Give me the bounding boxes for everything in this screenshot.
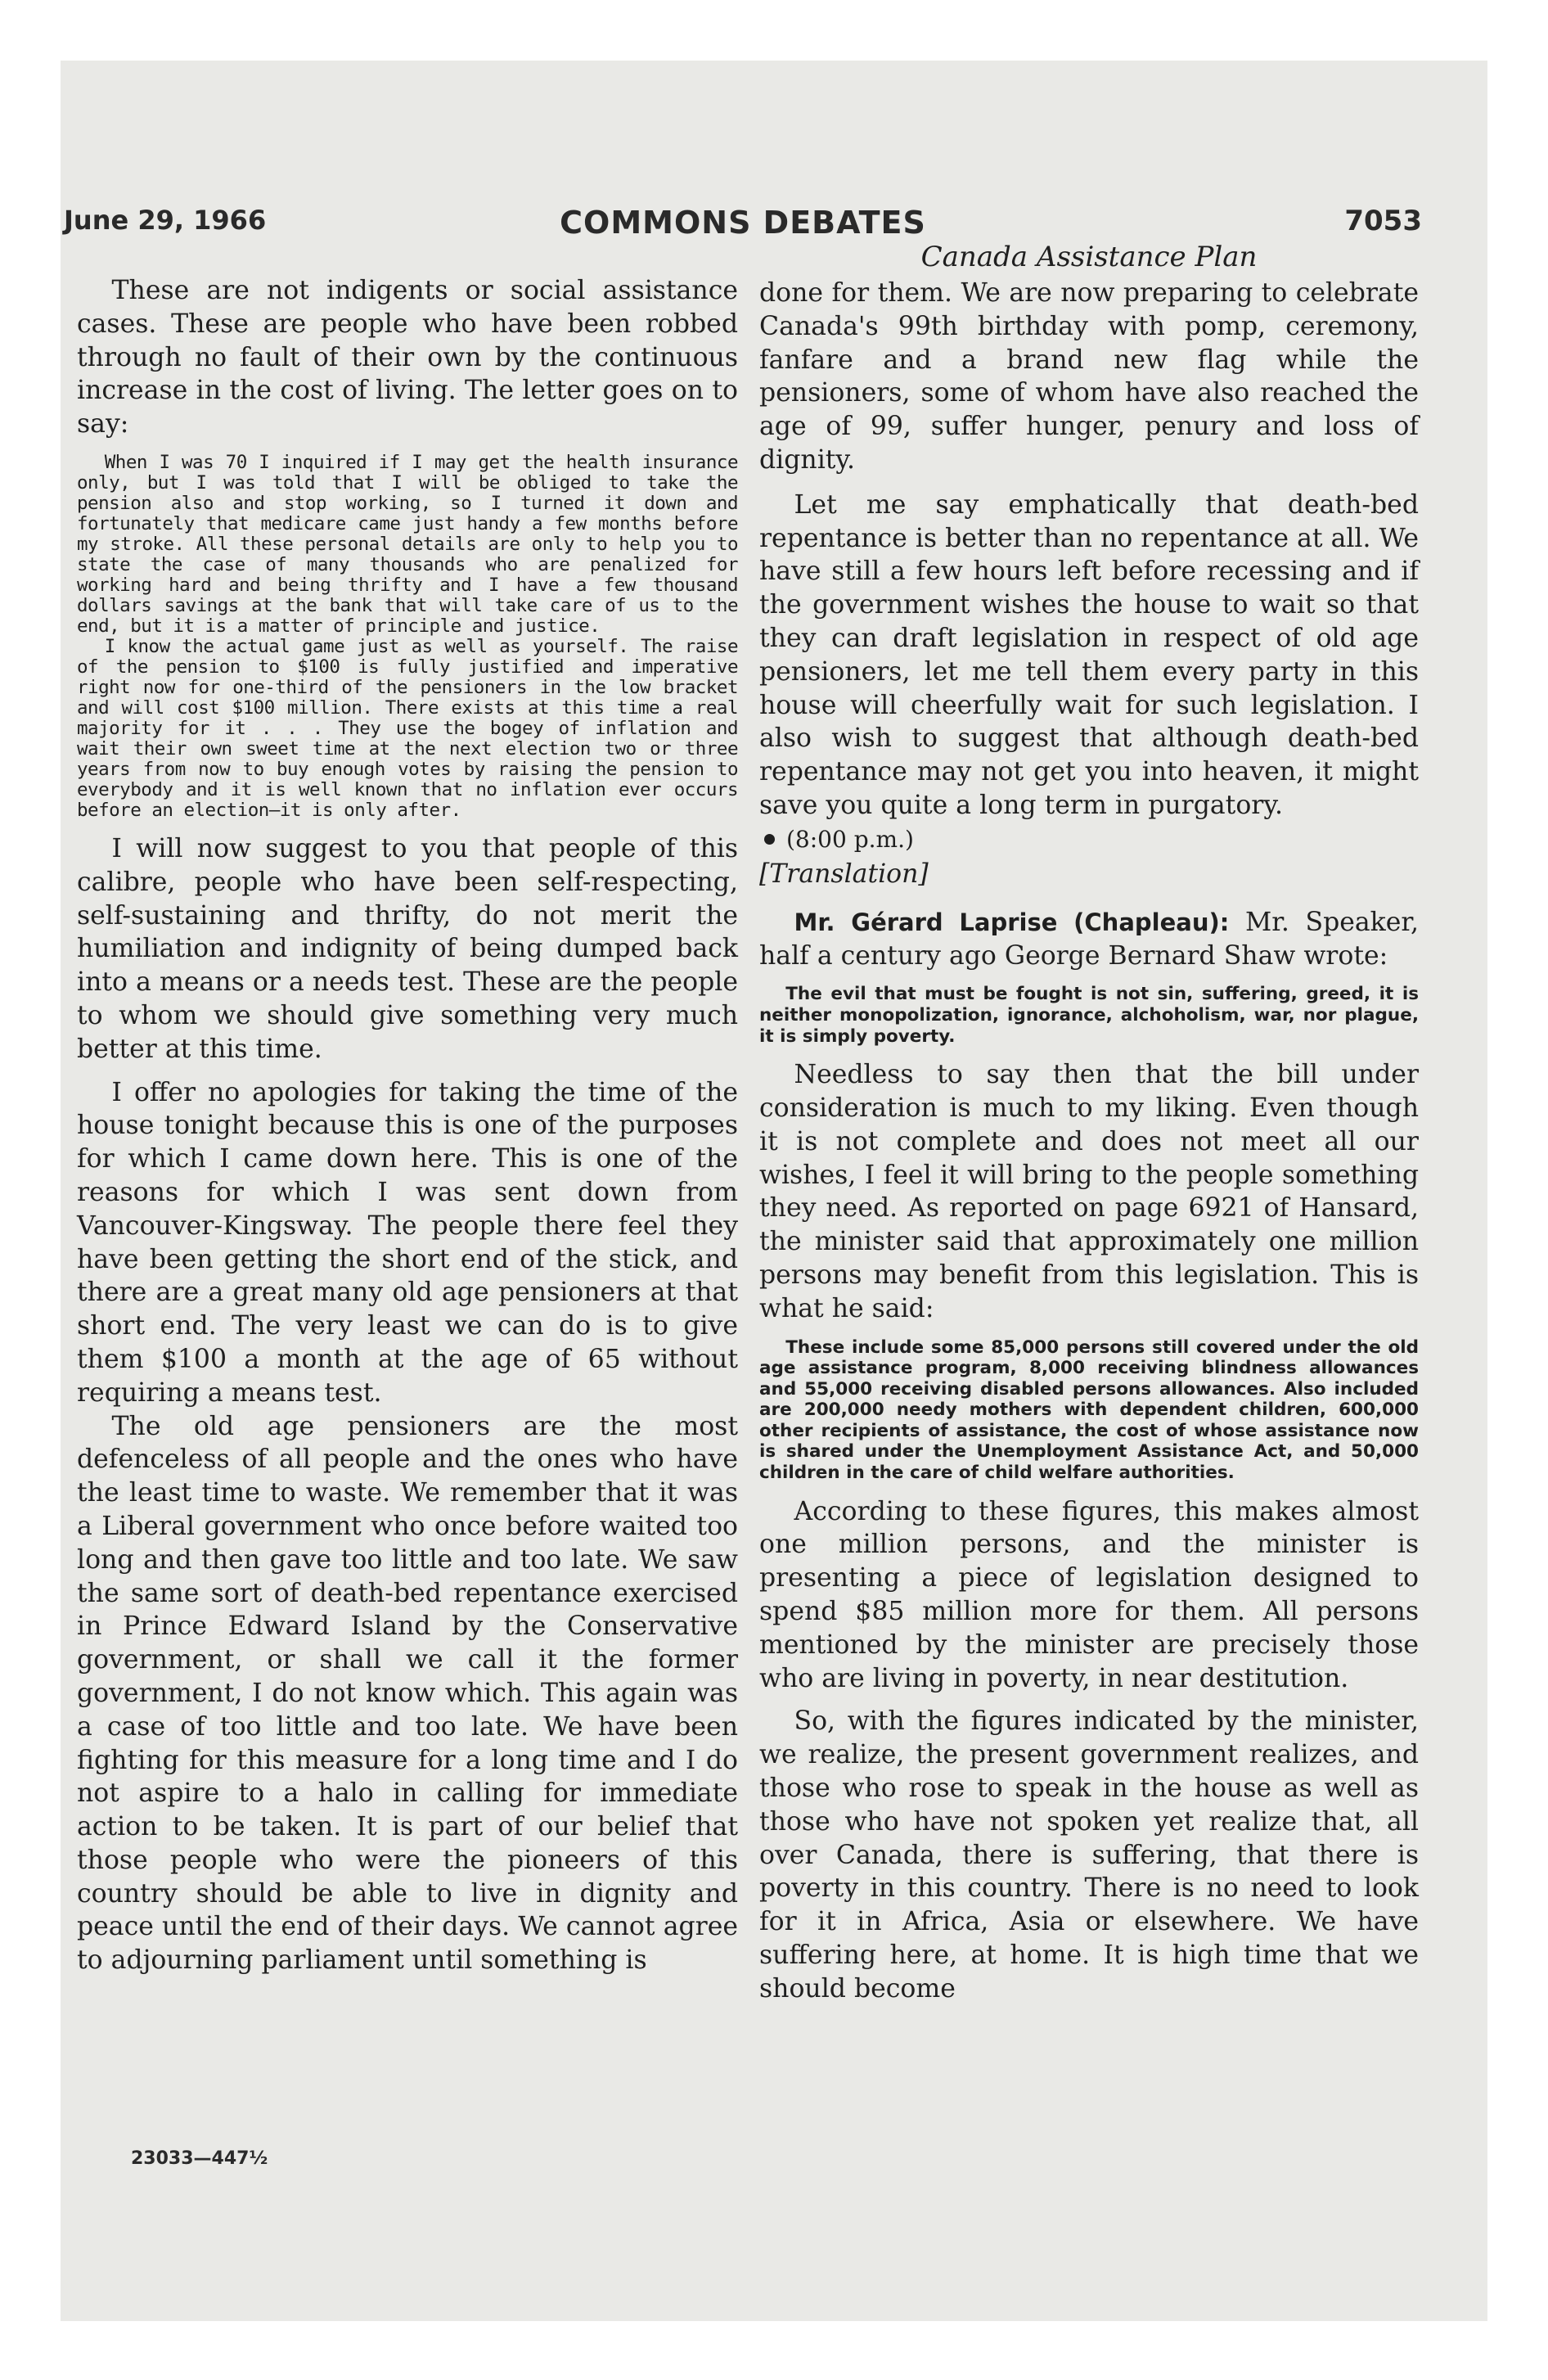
right-paragraph: According to these figures, this makes almost one million persons, and the minister is presenting a piece of legislation designed to spend $85 million more for them. All persons mentioned by the minister are precisely those who are living in poverty, in near destitution.: [759, 1496, 1419, 1693]
header-date: June 29, 1966: [64, 205, 267, 236]
speaker-name: Mr. Gérard Laprise (Chapleau):: [794, 908, 1230, 936]
time-marker: [759, 823, 1419, 857]
left-paragraph: I offer no apologies for taking the time of the house tonight because this is one of the purposes for which I came down here. This is one of the reasons for which I was sent down from Vancouver-Kingsway. The people there feel they have been getting the short end of the stick, and there are a great many old age pensioners at that short end. The very least we can do is to give them $100 a month at the age of 65 without requiring a means test.: [77, 1077, 738, 1408]
right-paragraph: done for them. We are now preparing to celebrate Canada's 99th birthday with pomp, ceremony, fanfare and a brand new flag while the pensioners, some of whom have also reached the age of 99, suffer hunger, penury and loss of dignity.: [759, 278, 1419, 475]
left-quote: When I was 70 I inquired if I may get the health insurance only, but I was told that I will be obliged to take the pension also and stop working, so I turned it down and fortunately that medicare came just handy a few months before my stroke. All these personal details are only to help you to state the case of many thousands who are penalized for working hard and being thrifty and I have a few thousand dollars savings at the bank that will take care of us to the end, but it is a matter of principle and justice.: [77, 451, 738, 637]
left-paragraph: The old age pensioners are the most defenceless of all people and the ones who have the least time to waste. We remember that it was a Liberal government who once before waited too long and then gave too little and too late. We saw the same sort of death-bed repentance exercised in Prince Edward Island by the Conservative government, or shall we call it the former government, I do not know which. This again was a case of too little and too late. We have been fighting for this measure for a long time and I do not aspire to a halo in calling for immediate action to be taken. It is part of our belief that those people who were the pioneers of this country should be able to live in dignity and peace until the end of their days. We cannot agree to adjourning parliament until something is: [77, 1411, 738, 1976]
left-quote: I know the actual game just as well as yourself. The raise of the pension to $100 is fully justified and imperative right now for one-third of the pensioners in the low bracket and will cost $100 million. There exists at this time a real majority for it . . . They use the bogey of inflation and wait their own sweet time at the next election two or three years from now to buy enough votes by raising the pension to everybody and it is well known that no inflation ever occurs before an election—it is only after.: [77, 635, 738, 821]
translation-label: [Translation]: [759, 859, 929, 889]
right-paragraph: So, with the figures indicated by the minister, we realize, the present government realizes, and those who rose to speak in the house as well as those who have not spoken yet realize that, all over Canada, there is suffering, that there is poverty in this country. There is no need to look for it in Africa, Asia or elsewhere. We have suffering here, at home. It is high time that we should become: [759, 1706, 1419, 2004]
header-page-number: 7053: [1344, 205, 1422, 237]
speaker-paragraph: [759, 906, 1419, 973]
subject-heading: Canada Assistance Plan: [920, 241, 1258, 273]
footer-code: 23033—447½: [131, 2148, 268, 2169]
page-header: [64, 205, 1422, 241]
right-paragraph: Let me say emphatically that death-bed repentance is better than no repentance at all. We have still a few hours left before recessing and if the government wishes the house to wait so that they can draft legislation in respect of old age pensioners, let me tell them every party in this house will cheerfully wait for such legislation. I also wish to suggest that although death-bed repentance may not get you into heaven, it might save you quite a long term in purgatory.: [759, 489, 1419, 820]
left-paragraph: These are not indigents or social assistance cases. These are people who have been robbed through no fault of their own by the continuous increase in the cost of living. The letter goes on to say:: [77, 276, 738, 439]
bullet-icon: [764, 834, 775, 845]
header-title: COMMONS DEBATES: [560, 205, 926, 241]
right-quote: These include some 85,000 persons still covered under the old age assistance program, 8,000 receiving blindness allowances and 55,000 receiving disabled persons allowances. Also included are 200,000 needy mothers with dependent children, 600,000 other recipients of assistance, the cost of whose assistance now is shared under the Unemployment Assistance Act, and 50,000 children in the care of child welfare authorities.: [759, 1336, 1419, 1484]
right-column: [759, 239, 1419, 2006]
left-column: [77, 274, 738, 1977]
time-text: (8:00 p.m.): [786, 825, 914, 853]
speaker-text: Mr. Speaker, half a century ago George Bernard Shaw wrote:: [759, 907, 1420, 971]
left-paragraph: I will now suggest to you that people of this calibre, people who have been self-respecting, self-sustaining and thrifty, do not merit the humiliation and indignity of being dumped back into a means or a needs test. These are the people to whom we should give something very much better at this time.: [77, 833, 738, 1064]
right-paragraph: Needless to say then that the bill under consideration is much to my liking. Even though it is not complete and does not meet all our wishes, I feel it will bring to the people something they need. As reported on page 6921 of Hansard, the minister said that approximately one million persons may benefit from this legislation. This is what he said:: [759, 1060, 1419, 1323]
right-quote: The evil that must be fought is not sin, suffering, greed, it is neither monopolization, ignorance, alchoholism, war, nor plague, it is simply poverty.: [759, 984, 1419, 1047]
